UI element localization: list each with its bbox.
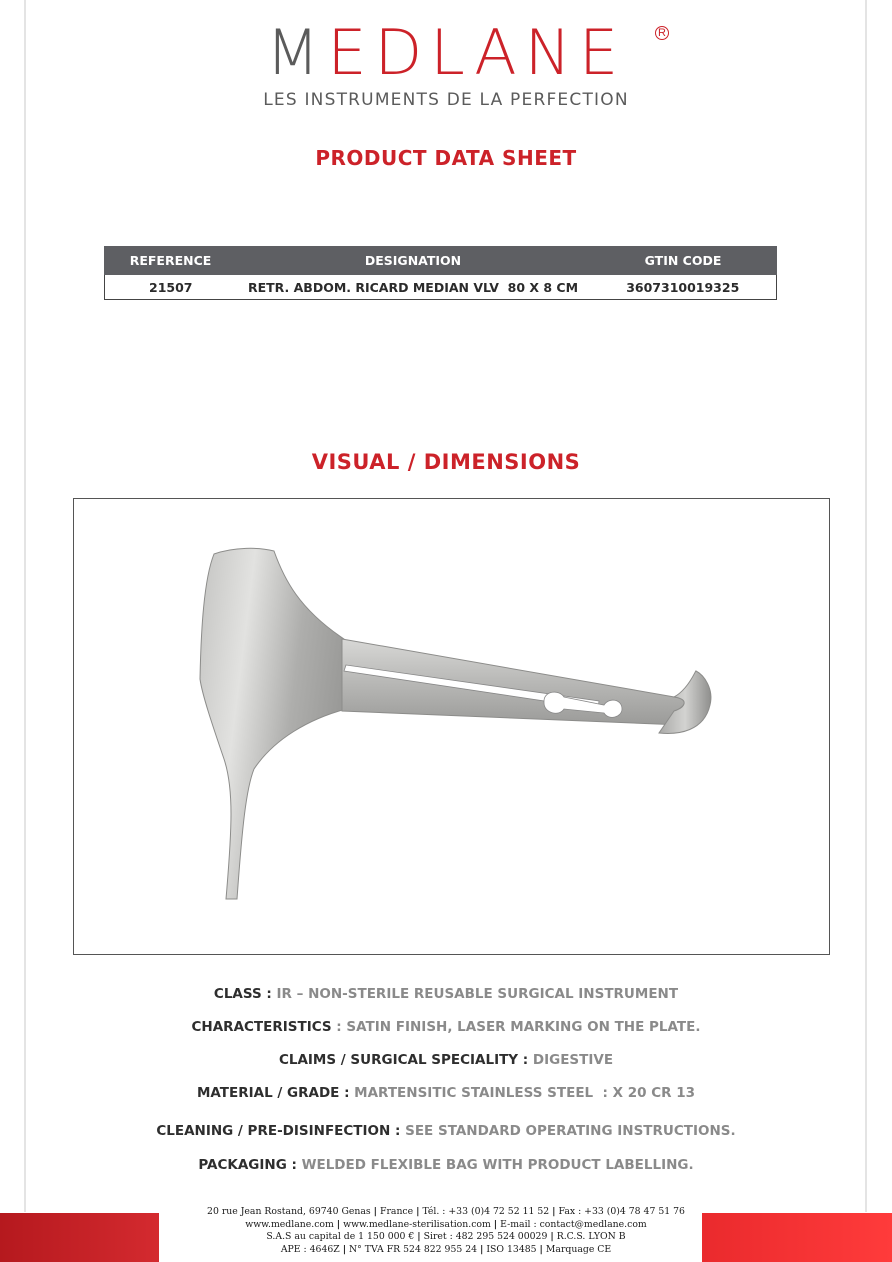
registered-mark-icon: R	[655, 26, 669, 40]
spec-value: MARTENSITIC STAINLESS STEEL : X 20 CR 13	[349, 1085, 696, 1101]
footer-fax: Fax : +33 (0)4 78 47 51 76	[555, 1206, 685, 1217]
footer-separator: |	[550, 1231, 554, 1243]
cell-designation: RETR. ABDOM. RICARD MEDIAN VLV 80 X 8 CM	[237, 275, 590, 300]
footer-country: France	[377, 1206, 417, 1217]
spec-label: CLEANING / PRE-DISINFECTION :	[156, 1123, 401, 1139]
footer-line-registration	[0, 1244, 892, 1257]
logo-tagline: LES INSTRUMENTS DE LA PERFECTION	[263, 90, 629, 110]
footer-separator: |	[480, 1243, 484, 1255]
footer-address: 20 rue Jean Rostand, 69740 Genas	[207, 1206, 371, 1217]
logo-wordmark	[0, 16, 892, 89]
product-image-frame	[73, 498, 830, 955]
footer-separator: |	[539, 1243, 543, 1255]
table-row	[105, 275, 777, 300]
footer-vat: N° TVA FR 524 822 955 24	[346, 1243, 481, 1255]
header-designation: DESIGNATION	[237, 247, 590, 275]
retractor-illustration	[74, 499, 829, 954]
retractor-arm	[342, 639, 686, 725]
spec-material	[0, 1085, 892, 1101]
table-header-row	[105, 247, 777, 275]
footer-separator: |	[336, 1218, 341, 1230]
footer-ape: APE : 4646Z	[280, 1243, 343, 1255]
spec-label: CLASS :	[213, 986, 272, 1002]
spec-label: PACKAGING :	[198, 1157, 297, 1173]
logo-letter-m: M	[265, 16, 328, 89]
footer-line-web	[0, 1219, 892, 1232]
spec-value: SEE STANDARD OPERATING INSTRUCTIONS.	[400, 1123, 736, 1139]
footer-line-legal	[0, 1231, 892, 1244]
footer-ce-marking: Marquage CE	[542, 1243, 612, 1255]
header-reference: REFERENCE	[105, 247, 237, 275]
footer-separator: |	[417, 1231, 421, 1243]
footer-email-link[interactable]: E-mail : contact@medlane.com	[497, 1218, 647, 1230]
spec-characteristics	[0, 1019, 892, 1035]
spec-label: MATERIAL / GRADE :	[196, 1085, 350, 1101]
spec-packaging	[0, 1157, 892, 1173]
footer-rcs: R.C.S. LYON B	[553, 1231, 626, 1243]
sheet-title: PRODUCT DATA SHEET	[315, 146, 577, 170]
cell-gtin: 3607310019325	[590, 275, 777, 300]
product-reference-table	[104, 246, 777, 300]
spec-value: IR – NON-STERILE REUSABLE SURGICAL INSTRUMENT	[271, 986, 679, 1002]
spec-value: DIGESTIVE	[528, 1052, 614, 1068]
company-footer	[0, 1206, 892, 1256]
cell-reference: 21507	[105, 275, 237, 300]
footer-separator: |	[493, 1218, 498, 1230]
footer-separator: |	[373, 1206, 378, 1217]
footer-iso: ISO 13485	[483, 1243, 540, 1255]
footer-sterilisation-link[interactable]: www.medlane-sterilisation.com	[340, 1218, 494, 1230]
spec-value: : SATIN FINISH, LASER MARKING ON THE PLATE.	[331, 1019, 701, 1035]
footer-siret: Siret : 482 295 524 00029	[420, 1231, 551, 1243]
footer-separator: |	[552, 1206, 556, 1217]
spec-value: WELDED FLEXIBLE BAG WITH PRODUCT LABELLING.	[296, 1157, 694, 1173]
footer-capital: S.A.S au capital de 1 150 000 €	[266, 1231, 418, 1243]
visual-dimensions-title: VISUAL / DIMENSIONS	[311, 450, 581, 474]
spec-cleaning	[0, 1123, 892, 1139]
spec-class	[0, 986, 892, 1002]
footer-line-address	[0, 1206, 892, 1219]
footer-separator: |	[416, 1206, 420, 1217]
footer-phone: Tél. : +33 (0)4 72 52 11 52	[419, 1206, 553, 1217]
logo-letters-rest: EDLANE	[327, 16, 627, 89]
header-gtin: GTIN CODE	[590, 247, 777, 275]
spec-claims	[0, 1052, 892, 1068]
spec-label: CHARACTERISTICS	[191, 1019, 332, 1035]
spec-label: CLAIMS / SURGICAL SPECIALITY :	[278, 1052, 529, 1068]
footer-separator: |	[342, 1243, 347, 1255]
medlane-logo	[0, 16, 892, 110]
retractor-blade	[200, 548, 346, 899]
footer-website-link[interactable]: www.medlane.com	[245, 1218, 337, 1230]
